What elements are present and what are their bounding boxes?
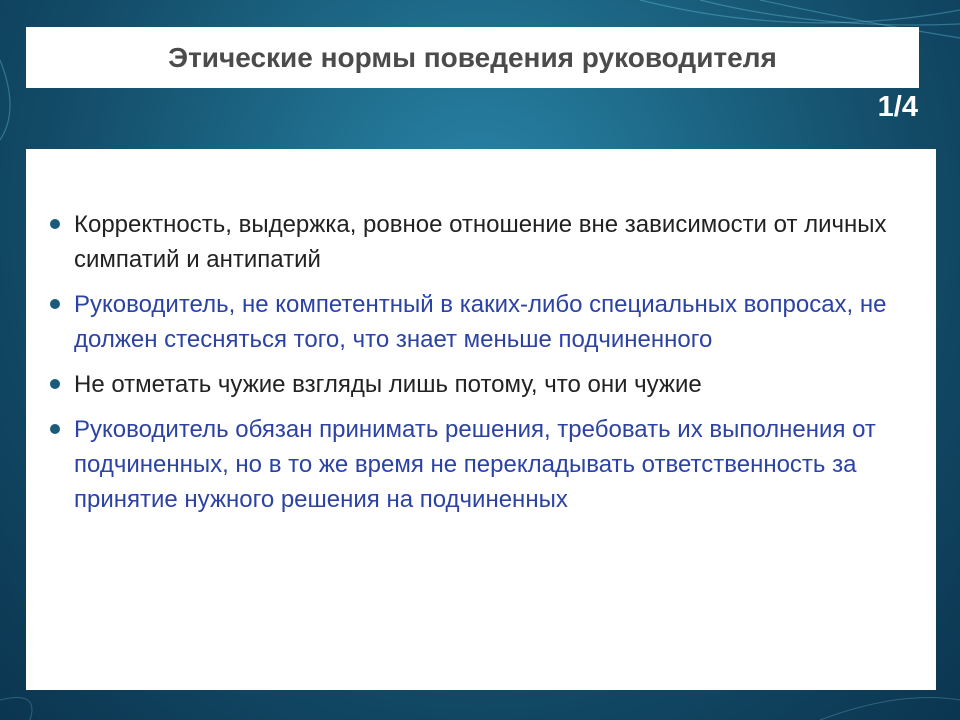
content-box bbox=[26, 149, 936, 690]
bullet-dot-icon bbox=[50, 299, 60, 309]
bullet-item bbox=[50, 412, 920, 517]
bullet-item bbox=[50, 287, 920, 357]
title-box bbox=[26, 27, 919, 88]
bullet-text: Не отметать чужие взгляды лишь потому, что они чужие bbox=[74, 371, 702, 398]
bullet-item bbox=[50, 367, 920, 402]
page-indicator: 1/4 bbox=[877, 91, 918, 123]
bullet-dot-icon bbox=[50, 219, 60, 229]
bullet-list bbox=[50, 207, 920, 527]
bullet-text: Корректность, выдержка, ровное отношение вне зависимости от личных симпатий и антипатий bbox=[74, 211, 887, 273]
bullet-item bbox=[50, 207, 920, 277]
slide-title: Этические нормы поведения руководителя bbox=[168, 41, 777, 73]
bullet-dot-icon bbox=[50, 379, 60, 389]
bullet-text: Руководитель, не компетентный в каких-либо специальных вопросах, не должен стесняться того, что знает меньше подчиненного bbox=[74, 291, 887, 353]
bullet-dot-icon bbox=[50, 424, 60, 434]
bullet-text: Руководитель обязан принимать решения, требовать их выполнения от подчиненных, но в то же время не перекладывать ответственность за принятие нужного решения на подчиненных bbox=[74, 416, 876, 513]
